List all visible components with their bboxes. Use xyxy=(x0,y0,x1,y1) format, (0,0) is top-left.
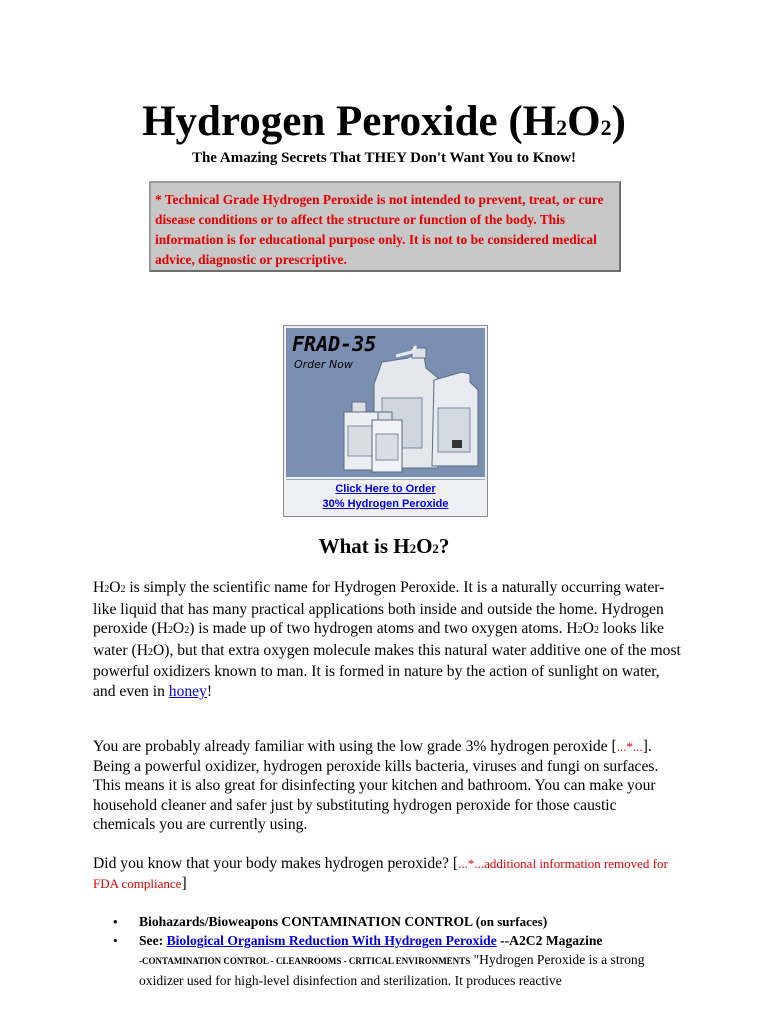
ad-brand-name: FRAD-35 xyxy=(292,332,377,356)
paragraph-body-makes: Did you know that your body makes hydrogen peroxide? [...*...additional information removed for FDA compliance] xyxy=(93,855,668,892)
bullet-icon: • xyxy=(113,914,118,929)
disclaimer-box: * Technical Grade Hydrogen Peroxide is not intended to prevent, treat, or cure disease conditions or to affect the structure or function of the body. This information is for educational purpose only. It is not to be considered medical advice, diagnostic or prescriptive. xyxy=(149,181,621,272)
order-link[interactable]: Click Here to Order xyxy=(335,483,436,495)
page-subtitle: The Amazing Secrets That THEY Don't Want You to Know! xyxy=(191,150,577,166)
bullet-list xyxy=(113,912,683,990)
hydrogen-peroxide-link[interactable]: 30% Hydrogen Peroxide xyxy=(322,498,449,510)
ad-order-now: Order Now xyxy=(294,358,353,371)
product-bottles-image[interactable] xyxy=(286,328,485,477)
fda-removed-text: ...*...additional information removed for FDA compliance xyxy=(93,856,668,891)
paragraph-what-is: H2O2 is simply the scientific name for Hydrogen Peroxide. It is a naturally occurring water-like liquid that has many practical applications both inside and outside the home. Hydrogen peroxide (H2O2) is made up of two hydrogen atoms and two oxygen atoms. H2O2 looks like water (H2O), but that extra oxygen molecule makes this natural water additive one of the most powerful oxidizers known to man. It is formed in nature by the action of sunlight on water, and even in honey! xyxy=(93,579,681,700)
article-link[interactable]: Biological Organism Reduction With Hydrogen Peroxide xyxy=(166,933,497,948)
ad-links xyxy=(286,479,485,517)
paragraph-familiar: You are probably already familiar with using the low grade 3% hydrogen peroxide [...*...]. Being a powerful oxidizer, hydrogen peroxide kills bacteria, viruses and fungi on surfaces. This means it is also great for disinfecting your kitchen and bathroom. You can make your household cleaner and safer just by substituting hydrogen peroxide for those caustic chemicals you are currently using. xyxy=(93,738,659,834)
list-item: • See: Biological Organism Reduction With Hydrogen Peroxide --A2C2 Magazine -CONTAMINATION CONTROL - CLEANROOMS - CRITICAL ENVIRONMENTS "Hydrogen Peroxide is a strong oxidizer used for high-level disinfection and sterilization. It produces reactive xyxy=(113,933,645,988)
list-item: • Biohazards/Bioweapons CONTAMINATION CONTROL (on surfaces) xyxy=(113,914,548,929)
redacted-text: ...*... xyxy=(616,739,643,754)
honey-link[interactable]: honey xyxy=(168,682,207,700)
section-heading: What is H2O2? xyxy=(318,534,450,558)
page-title: Hydrogen Peroxide (H2O2) xyxy=(142,98,626,145)
order-advertisement xyxy=(283,325,488,517)
bullet-icon: • xyxy=(113,933,118,948)
